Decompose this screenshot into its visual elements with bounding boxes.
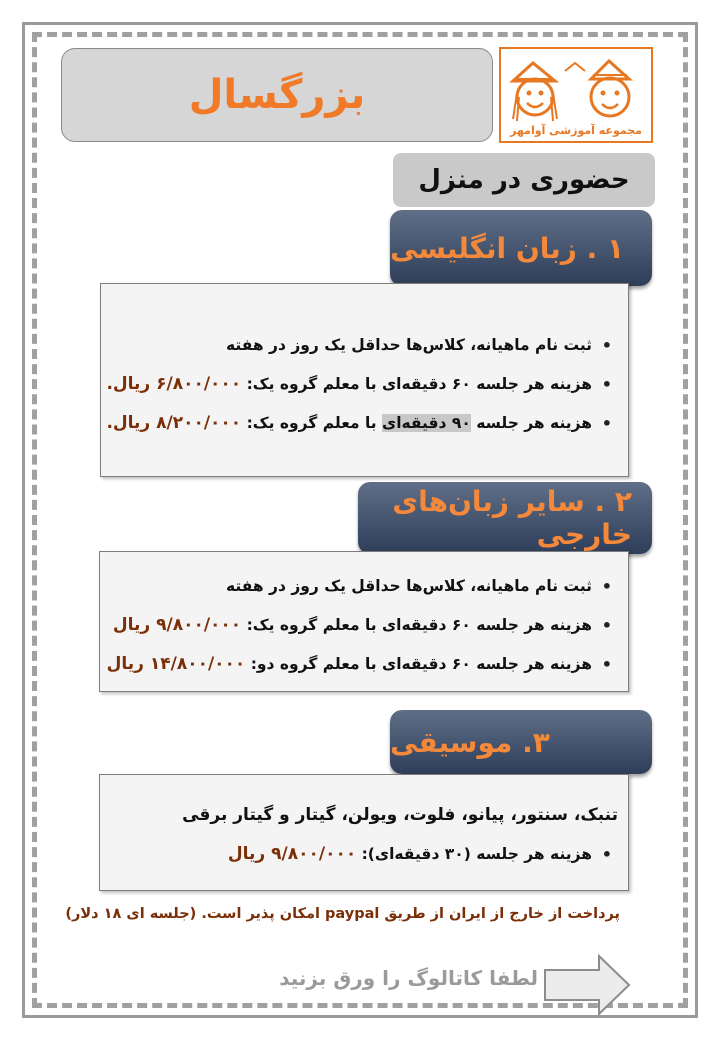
list-item-text: هزینه هر جلسه (۳۰ دقیقه‌ای): <box>361 845 592 863</box>
instruments-list-text: تنبک، سنتور، پیانو، فلوت، ویولن، گیتار و گیتار برقی <box>182 805 618 825</box>
logo-children-icon <box>505 53 651 125</box>
list-item-text: هزینه هر جلسه ۶۰ دقیقه‌ای با معلم گروه یک: <box>246 375 592 393</box>
logo-text: مجموعه آموزشی آوامهر <box>510 124 642 137</box>
other-languages-list <box>100 567 610 684</box>
list-item-text: با معلم گروه یک: <box>246 414 382 432</box>
catalog-prompt: لطفا کاتالوگ را ورق بزنید <box>279 966 538 990</box>
list-item <box>100 567 592 606</box>
price-value: ۶/۸۰۰/۰۰۰ ریال. <box>106 374 242 394</box>
panel-other-languages <box>99 551 629 692</box>
list-item-text: هزینه هر جلسه ۶۰ دقیقه‌ای با معلم گروه یک: <box>246 616 592 634</box>
highlighted-text: ۹۰ دقیقه‌ای <box>381 414 471 432</box>
arrow-right-icon <box>543 954 633 1016</box>
price-value: ۱۴/۸۰۰/۰۰۰ ریال <box>106 654 246 674</box>
english-list <box>101 326 610 443</box>
price-value: ۸/۲۰۰/۰۰۰ ریال. <box>106 413 242 433</box>
list-item-text: ثبت نام ماهیانه، کلاس‌ها حداقل یک روز در هفته <box>226 577 592 595</box>
logo <box>499 47 653 143</box>
payment-note: پرداخت از خارج از ایران از طریق paypal امکان پذیر است. (جلسه ای ۱۸ دلار) <box>65 906 620 922</box>
panel-music <box>99 774 629 891</box>
music-list <box>100 835 618 874</box>
price-value: ۹/۸۰۰/۰۰۰ ریال <box>112 615 242 635</box>
section-heading-english: ۱ . زبان انگلیسی <box>390 210 652 286</box>
list-item-text: ثبت نام ماهیانه، کلاس‌ها حداقل یک روز در هفته <box>226 336 592 354</box>
list-item-text: هزینه هر جلسه ۶۰ دقیقه‌ای با معلم گروه دو: <box>250 655 592 673</box>
price-value: ۹/۸۰۰/۰۰۰ ریال <box>227 844 357 864</box>
list-item <box>101 365 592 404</box>
page-subtitle: حضوری در منزل <box>393 153 655 207</box>
list-item <box>100 835 592 874</box>
list-item <box>100 645 592 684</box>
list-item <box>101 404 592 443</box>
list-item <box>101 326 592 365</box>
section-heading-other-languages: ۲ . سایر زبان‌های خارجی <box>358 482 652 554</box>
page-title: بزرگسال <box>61 48 493 142</box>
panel-english <box>100 283 629 477</box>
section-heading-music: ۳. موسیقی <box>390 710 652 774</box>
list-item <box>100 606 592 645</box>
list-item-text: هزینه هر جلسه <box>470 414 592 432</box>
